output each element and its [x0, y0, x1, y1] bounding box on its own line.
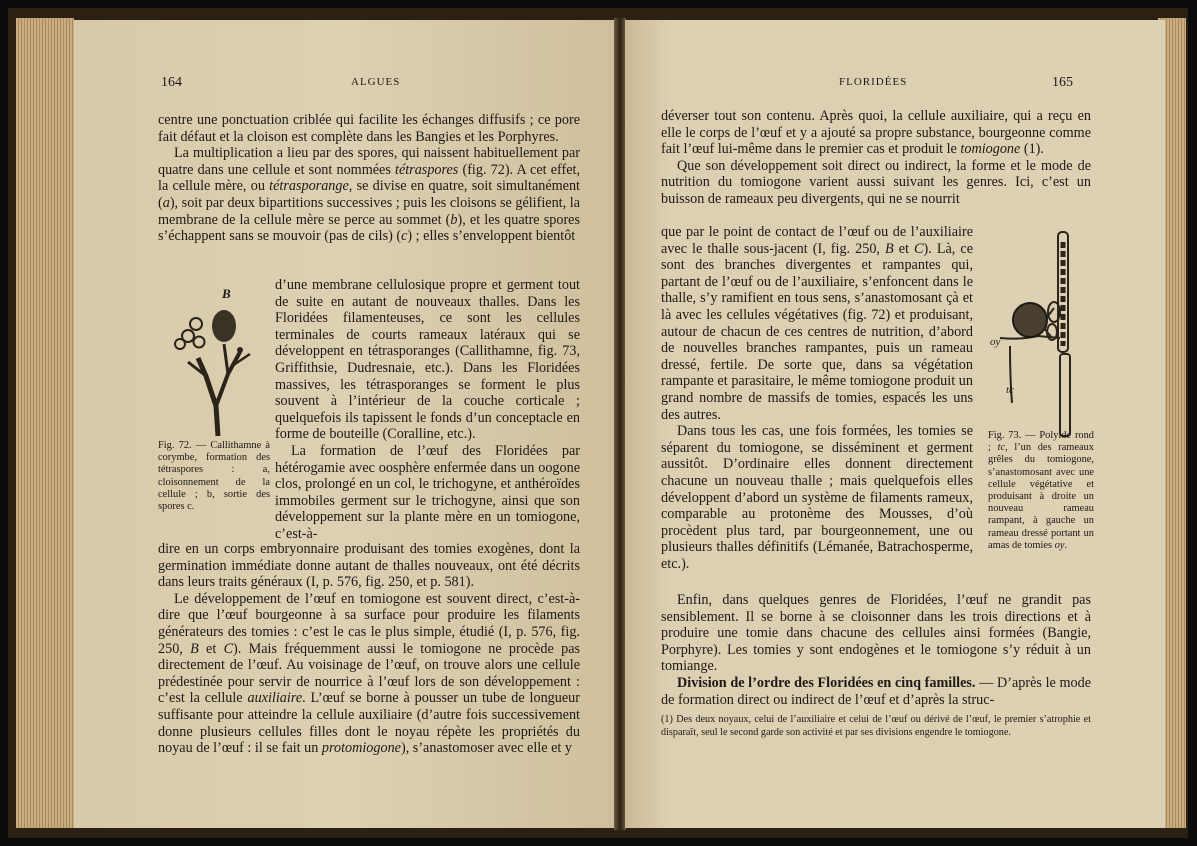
- right-paragraph-5: Division de l’ordre des Floridées en cinq familles. — D’après le mode de formation direct ou indirect de l’œuf et d’après la struc-: [661, 674, 1091, 708]
- left-text-bottom: [158, 541, 580, 757]
- right-paragraph-4: Enfin, dans quelques genres de Floridées, l’œuf ne grandit pas sensiblement. Il se borne à se cloisonner dans les trois directions et à produire une tomie dans chacune des cellules ainsi formées (Bangie, Porphyre). Les tomies y sont endogènes et le tomiogone s’y réduit à un tomiange.: [661, 592, 1091, 675]
- callithamne-illustration: [166, 296, 266, 441]
- left-paragraph-2: La multiplication a lieu par des spores, qui naissent habituellement par quatre dans une cellule et sont nommées tétraspores (fig. 72). A cet effet, la cellule mère, ou tétrasporange, se divise en quatre, soit simultanément (a), soit par deux bipartitions successives ; puis les cloisons se gélifient, la membrane de la cellule mère se perce au sommet (b), et les quatre spores s’échappent sans se mouvoir (pas de cils) (c) ; elles s’enveloppent bientôt: [158, 145, 581, 245]
- footnote: (1) Des deux noyaux, celui de l’auxiliaire et celui de l’œuf ou dérivé de l’œuf, le premier s’atrophie et disparaît, seul le second garde son activité et par ses divisions engendre le tomiogone.: [661, 714, 1091, 738]
- right-text-top: [661, 108, 1091, 208]
- left-paragraph-1: centre une ponctuation criblée qui facilite les échanges diffusifs ; ce pore fait défaut et la cloison est complète dans les Bangies et les Porphyres.: [158, 112, 580, 145]
- right-paragraph-2-full: Que son développement soit direct ou indirect, la forme et le mode de nutrition du tomiogone varient aussi suivant les genres. Ici, c’est un buisson de rameaux peu divergents, qui ne se nourrit: [661, 157, 1091, 207]
- page-number-right: 165: [1052, 75, 1073, 90]
- figure-72-letter: B: [222, 286, 231, 301]
- book-spread: [8, 8, 1188, 838]
- running-head-right: FLORIDÉES: [839, 76, 908, 88]
- left-text-wrap: [275, 277, 580, 543]
- figure-73-label-oy: oy: [990, 336, 1001, 348]
- right-page: [625, 20, 1165, 828]
- figure-73-label-tc: tc: [1006, 384, 1014, 396]
- left-paragraph-3-full: dire en un corps embryonnaire produisant des tomies exogènes, dont la germination immédiate donne autant de thalles nouveaux, ont été décrits dans leurs traits généraux (I, p. 576, fig. 250, et p. 581).: [158, 541, 580, 591]
- left-paragraph-2-wrap: d’une membrane cellulosique propre et germent tout de suite en autant de nouveaux thalles. Dans les Floridées filamenteuses, ce sont les cellules terminales de courts rameaux latéraux qui se développent en tétrasporanges (Callithamne, fig. 73, Griffithsie, Dudresnaie, etc.). Dans les Floridées massives, les tétrasporanges se forment le plus souvent à l’intérieur de la couche corticale ; quelquefois ils tapissent le fonds d’un conceptacle en forme de bouteille (Coralline, etc.).: [275, 277, 580, 443]
- right-paragraph-3-wrap: Dans tous les cas, une fois formées, les tomies se séparent du tomiogone, se disséminent et germent aussitôt. D’ordinaire elles donnent directement chacune un nouveau thalle ; mais quelquefois elles développent d’abord un système de filaments rameux, comparable au protonème des Mousses, d’où procèdent plus tard, par bourgeonnement, une ou plusieurs thalles définitifs (Lémanée, Batrachosperme, etc.).: [661, 423, 973, 572]
- left-page-edges: [16, 18, 74, 828]
- figure-73-caption: Fig. 73. — Polyide rond ; tc, l’un des rameaux grêles du tomiogone, s’anastomosant avec une cellule végétative et produisant à droite un nouveau rameau rampant, à gauche un rameau dressé portant un amas de tomies oy.: [988, 430, 1094, 551]
- left-paragraph-4: Le développement de l’œuf en tomiogone est souvent direct, c’est-à-dire que l’œuf bourgeonne à sa surface pour produire les filaments générateurs des tomies : c’est le cas le plus simple, étudié (I, p. 576, fig. 250, B et C). Mais fréquemment aussi le tomiogone ne procède pas directement de l’œuf. Au voisinage de l’œuf, on trouve alors une cellule prédestinée pour servir de nourrice à l’œuf lors de son développement : c’est la cellule auxiliaire. L’œuf se borne à pousser un tube de longueur suffisante pour atteindre la cellule auxiliaire (d’autre fois successivement donne plusieurs cellules filles dont le noyau répète les propriétés du noyau de l’œuf : il se fait un protomiogone), s’anastomoser avec elle et y: [158, 590, 581, 757]
- polyide-illustration: [980, 228, 1100, 438]
- section-heading: Division de l’ordre des Floridées en cinq familles.: [677, 674, 976, 691]
- running-head-left: ALGUES: [351, 76, 401, 88]
- right-text-wrap: [661, 224, 973, 572]
- left-paragraph-3-wrap: La formation de l’œuf des Floridées par hétérogamie avec oosphère enfermée dans un oogone clos, prolongé en un col, le trichogyne, et anthéroïdes immobiles germent sur le trichogyne, ainsi que son développement sur la plante mère en un tomiogone, c’est-à-: [275, 442, 580, 542]
- right-paragraph-2-wrap: que par le point de contact de l’œuf ou de l’auxiliaire avec le thalle sous-jacent (I, fig. 250, B et C). Là, ce sont des branches divergentes et rampantes qui, partant de l’œuf ou de l’auxiliaire, s’enfoncent dans le thalle, s’y ramifient en tous sens, s’anastomosant çà et là avec les cellules végétatives (fig. 72) et produisant, autour de chacun de ces centres de nutrition, d’abord de nouvelles branches rampantes, puis un rameau dressé, fertile. De sorte que, dans sa végétation rampante et parasitaire, le même tomiogone produit un grand nombre de massifs de tomies, espacés les uns des autres.: [661, 224, 973, 423]
- figure-72-caption: Fig. 72. — Callithamne à corymbe, formation des tétraspores : a, cloisonnement de la cellule ; b, sortie des spores c.: [158, 440, 270, 513]
- left-page: [74, 20, 616, 828]
- figure-73: [980, 228, 1100, 438]
- figure-72: [166, 286, 266, 441]
- page-number-left: 164: [161, 75, 182, 90]
- right-paragraph-1: déverser tout son contenu. Après quoi, la cellule auxiliaire, qui a reçu en elle le corps de l’œuf et y a ajouté sa propre substance, bourgeonne comme fait l’œuf lui-même dans le premier cas et produit le tomiogone (1).: [661, 108, 1091, 158]
- right-text-bottom: [661, 592, 1091, 708]
- left-text-top: [158, 112, 580, 245]
